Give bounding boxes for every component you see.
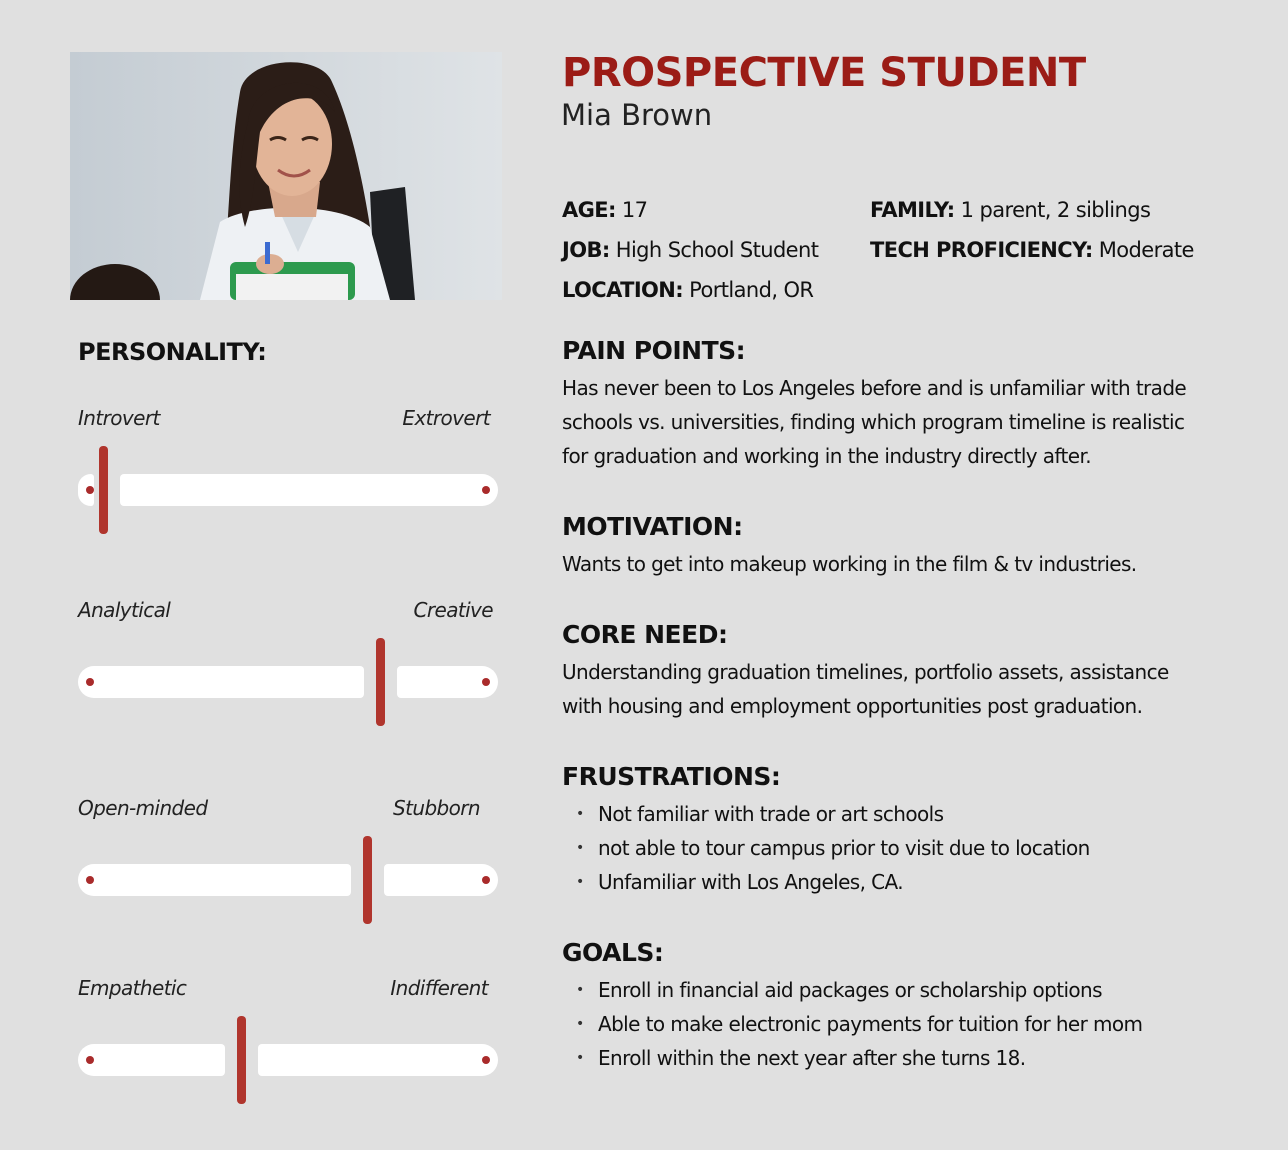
fact-location-value: Portland, OR — [689, 278, 814, 302]
bullet-icon: • — [576, 1050, 584, 1066]
trait-right-end-dot — [482, 876, 490, 884]
motivation-heading: MOTIVATION: — [562, 512, 743, 541]
persona-photo — [70, 52, 502, 300]
trait-track-left-segment — [78, 666, 364, 698]
trait-left-end-dot — [86, 678, 94, 686]
list-item — [562, 1041, 1242, 1075]
frustrations-heading: FRUSTRATIONS: — [562, 762, 781, 791]
fact-tech-label: TECH PROFICIENCY: — [870, 238, 1093, 262]
frustrations-section — [562, 762, 1242, 899]
core-need-section — [562, 620, 1242, 723]
goals-heading: GOALS: — [562, 938, 664, 967]
persona-title: PROSPECTIVE STUDENT — [562, 50, 1086, 96]
trait-track-left-segment — [78, 864, 351, 896]
trait-slider-marker[interactable] — [237, 1016, 246, 1104]
trait-right-label: Indifferent — [390, 976, 488, 1000]
list-item — [562, 865, 1242, 899]
trait-left-label: Analytical — [78, 598, 171, 622]
bullet-icon: • — [576, 874, 584, 890]
motivation-section — [562, 512, 1242, 581]
trait-slider-track[interactable] — [78, 1044, 498, 1076]
fact-location-label: LOCATION: — [562, 278, 684, 302]
fact-tech — [870, 230, 1194, 270]
trait-track-right-segment — [384, 864, 498, 896]
trait-right-end-dot — [482, 486, 490, 494]
trait-track-left-segment — [78, 1044, 225, 1076]
fact-job — [562, 230, 818, 270]
fact-age-value: 17 — [621, 198, 648, 222]
trait-introvert-extrovert — [78, 406, 498, 536]
trait-slider-track[interactable] — [78, 474, 498, 506]
bullet-icon: • — [576, 982, 584, 998]
list-item-text: Unfamiliar with Los Angeles, CA. — [598, 870, 903, 894]
personality-heading: PERSONALITY: — [78, 338, 267, 366]
pain-points-section — [562, 336, 1242, 473]
trait-left-label: Introvert — [78, 406, 160, 430]
trait-right-label: Creative — [413, 598, 493, 622]
trait-right-end-dot — [482, 678, 490, 686]
list-item-text: not able to tour campus prior to visit due to location — [598, 836, 1090, 860]
trait-slider-marker[interactable] — [363, 836, 372, 924]
core-need-heading: CORE NEED: — [562, 620, 728, 649]
list-item — [562, 797, 1242, 831]
trait-left-end-dot — [86, 486, 94, 494]
trait-slider-track[interactable] — [78, 864, 498, 896]
fact-family-label: FAMILY: — [870, 198, 955, 222]
trait-left-label: Empathetic — [78, 976, 187, 1000]
facts-right-column — [870, 190, 1194, 270]
list-item-text: Enroll within the next year after she turns 18. — [598, 1046, 1026, 1070]
pain-points-text: Has never been to Los Angeles before and is unfamiliar with trade schools vs. universities, finding which program timeline is realistic for graduation and working in the industry directly after. — [562, 376, 1187, 468]
fact-age — [562, 190, 818, 230]
trait-empathetic-indifferent — [78, 976, 498, 1106]
fact-location — [562, 270, 818, 310]
fact-job-label: JOB: — [562, 238, 610, 262]
trait-openminded-stubborn — [78, 796, 498, 926]
fact-family-value: 1 parent, 2 siblings — [960, 198, 1151, 222]
bullet-icon: • — [576, 1016, 584, 1032]
trait-left-label: Open-minded — [78, 796, 208, 820]
frustrations-list — [562, 797, 1242, 899]
trait-slider-marker[interactable] — [99, 446, 108, 534]
trait-slider-marker[interactable] — [376, 638, 385, 726]
fact-age-label: AGE: — [562, 198, 616, 222]
persona-photo-illustration — [70, 52, 502, 300]
list-item — [562, 831, 1242, 865]
motivation-text: Wants to get into makeup working in the film & tv industries. — [562, 552, 1137, 576]
trait-slider-track[interactable] — [78, 666, 498, 698]
fact-job-value: High School Student — [615, 238, 819, 262]
trait-left-end-dot — [86, 1056, 94, 1064]
goals-list — [562, 973, 1242, 1075]
trait-track-right-segment — [120, 474, 498, 506]
bullet-icon: • — [576, 806, 584, 822]
pain-points-heading: PAIN POINTS: — [562, 336, 746, 365]
trait-track-right-segment — [258, 1044, 498, 1076]
trait-analytical-creative — [78, 598, 498, 728]
list-item — [562, 1007, 1242, 1041]
fact-family — [870, 190, 1194, 230]
bullet-icon: • — [576, 840, 584, 856]
facts-left-column — [562, 190, 818, 310]
list-item-text: Able to make electronic payments for tuition for her mom — [598, 1012, 1143, 1036]
trait-right-label: Extrovert — [402, 406, 490, 430]
list-item — [562, 973, 1242, 1007]
trait-left-end-dot — [86, 876, 94, 884]
fact-tech-value: Moderate — [1098, 238, 1194, 262]
trait-right-label: Stubborn — [393, 796, 480, 820]
core-need-text: Understanding graduation timelines, portfolio assets, assistance with housing and employment opportunities post graduation. — [562, 660, 1169, 718]
goals-section — [562, 938, 1242, 1075]
list-item-text: Enroll in financial aid packages or scholarship options — [598, 978, 1102, 1002]
list-item-text: Not familiar with trade or art schools — [598, 802, 944, 826]
trait-right-end-dot — [482, 1056, 490, 1064]
persona-name: Mia Brown — [561, 98, 713, 132]
